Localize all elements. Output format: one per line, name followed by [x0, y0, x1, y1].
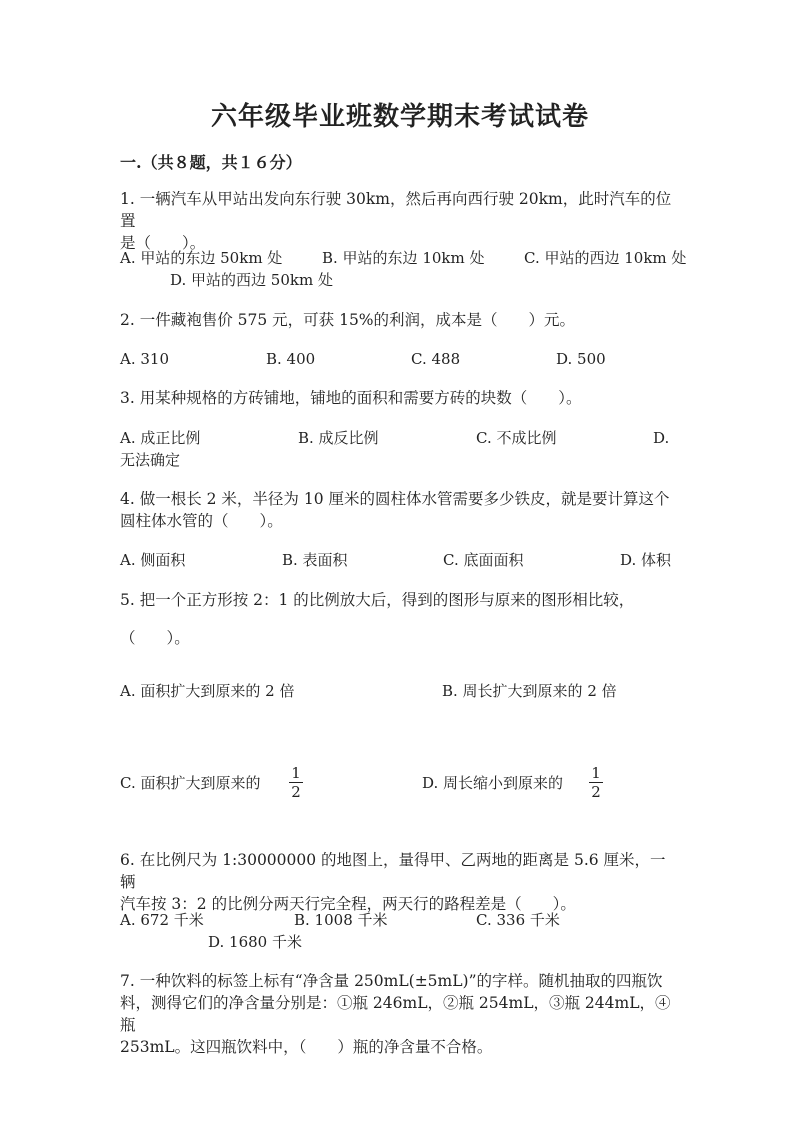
option-d-text[interactable]: 无法确定 [120, 451, 181, 469]
fraction-denominator: 2 [291, 783, 301, 801]
question-text-line: 7. 一种饮料的标签上标有“净含量 250mL(±5mL)”的字样。随机抽取的四瓶饮 [120, 972, 663, 990]
option-d[interactable]: D. [653, 429, 670, 447]
option-c[interactable]: C. 甲站的西边 10km 处 [524, 249, 687, 267]
question-text-line: 5. 把一个正方形按 2：1 的比例放大后，得到的图形与原来的图形相比较， [120, 591, 635, 609]
option-b[interactable]: B. 表面积 [282, 551, 348, 569]
question-text-line: 4. 做一根长 2 米，半径为 10 厘米的圆柱体水管需要多少铁皮，就是要计算这个 [120, 490, 670, 508]
question-text-line: 是（ ）。 [120, 234, 206, 252]
section-heading: 一.（共８题，共１６分） [120, 153, 302, 172]
question-text-line: 6. 在比例尺为 1:30000000 的地图上，量得甲、乙两地的距离是 5.6 厘米，一辆 [120, 851, 666, 891]
option-c[interactable]: C. 488 [411, 350, 461, 368]
fraction-numerator: 1 [291, 764, 301, 782]
option-a[interactable]: A. 甲站的东边 50km 处 [120, 249, 283, 267]
question-text-line: 2. 一件藏袍售价 575 元，可获 15%的利润，成本是（ ）元。 [120, 311, 576, 329]
question-text-line: 圆柱体水管的（ ）。 [120, 512, 283, 530]
option-b[interactable]: B. 甲站的东边 10km 处 [322, 249, 485, 267]
fraction-one-half [589, 765, 603, 800]
option-b[interactable]: B. 成反比例 [298, 429, 379, 447]
question-5-blank [120, 627, 680, 649]
fraction-numerator: 1 [591, 764, 601, 782]
option-c[interactable]: C. 336 千米 [476, 911, 560, 929]
option-c[interactable]: C. 不成比例 [476, 429, 557, 447]
option-d[interactable]: D. 周长缩小到原来的 [422, 774, 564, 792]
option-b[interactable]: B. 1008 千米 [294, 911, 388, 929]
option-c[interactable]: C. 底面面积 [443, 551, 524, 569]
question-2 [120, 309, 680, 331]
question-text-line: 料，测得它们的净含量分别是：①瓶 246mL，②瓶 254mL，③瓶 244mL，④瓶 [120, 994, 671, 1034]
option-b[interactable]: B. 400 [266, 350, 316, 368]
option-d[interactable]: D. 1680 千米 [208, 933, 302, 951]
question-text-line: （ ）。 [120, 629, 190, 647]
option-a[interactable]: A. 成正比例 [120, 429, 201, 447]
question-4 [120, 488, 680, 532]
option-a[interactable]: A. 672 千米 [120, 911, 204, 929]
option-d[interactable]: D. 500 [556, 350, 606, 368]
question-3 [120, 387, 680, 409]
option-a[interactable]: A. 310 [120, 350, 169, 368]
option-b[interactable]: B. 周长扩大到原来的 2 倍 [442, 682, 617, 700]
question-text-line: 汽车按 3：2 的比例分两天行完全程，两天行的路程差是（ ）。 [120, 895, 576, 913]
question-text-line: 1. 一辆汽车从甲站出发向东行驶 30km，然后再向西行驶 20km，此时汽车的位置 [120, 190, 672, 230]
question-1 [120, 188, 680, 254]
question-6 [120, 849, 680, 915]
option-d[interactable]: D. 体积 [620, 551, 672, 569]
question-text-line: 3. 用某种规格的方砖铺地，铺地的面积和需要方砖的块数（ ）。 [120, 389, 582, 407]
fraction-denominator: 2 [591, 783, 601, 801]
question-text-line: 253mL。这四瓶饮料中，（ ）瓶的净含量不合格。 [120, 1038, 493, 1056]
page-title: 六年级毕业班数学期末考试试卷 [210, 102, 589, 132]
question-7 [120, 970, 680, 1058]
option-c[interactable]: C. 面积扩大到原来的 [120, 774, 261, 792]
fraction-one-half [289, 765, 303, 800]
option-d[interactable]: D. 甲站的西边 50km 处 [170, 271, 333, 289]
option-a[interactable]: A. 侧面积 [120, 551, 186, 569]
option-a[interactable]: A. 面积扩大到原来的 2 倍 [120, 682, 295, 700]
question-5 [120, 589, 680, 611]
